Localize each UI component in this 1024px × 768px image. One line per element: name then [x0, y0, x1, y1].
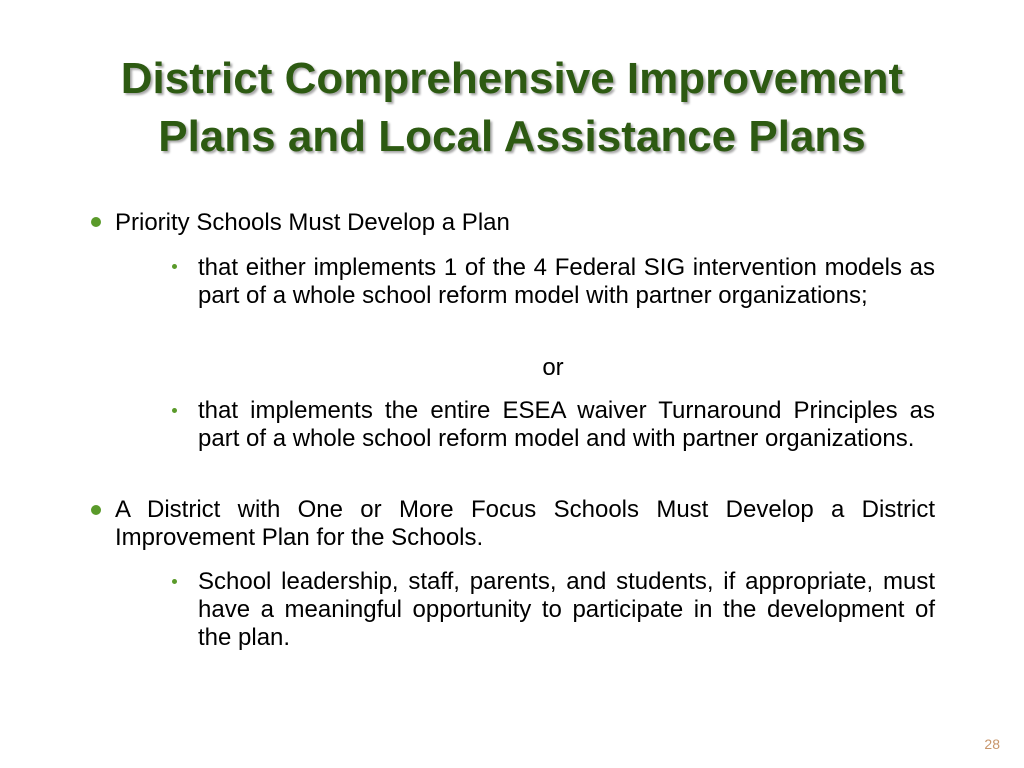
- title-line-1: District Comprehensive Improvement: [120, 54, 904, 103]
- sub-bullet-icon: [172, 264, 177, 269]
- sub-bullet-icon: [172, 408, 177, 413]
- sub-bullet-turnaround: that implements the entire ESEA waiver Turnaround Principles as part of a whole school reform model and with partner organizations.: [198, 397, 935, 452]
- title-line-2: Plans and Local Assistance Plans: [158, 112, 866, 161]
- bullet-icon: [91, 217, 101, 227]
- or-connector: or: [542, 354, 564, 381]
- sub-bullet-participation: School leadership, staff, parents, and students, if appropriate, must have a meaningful opportunity to participate in the development of the plan.: [198, 568, 935, 651]
- bullet-priority-schools: Priority Schools Must Develop a Plan: [115, 209, 510, 236]
- page-number: 28: [984, 736, 1000, 752]
- sub-bullet-icon: [172, 579, 177, 584]
- bullet-focus-schools: A District with One or More Focus Schools Must Develop a District Improvement Plan for the Schools.: [115, 496, 935, 551]
- sub-bullet-sig-models: that either implements 1 of the 4 Federal SIG intervention models as part of a whole school reform model with partner organizations;: [198, 254, 935, 309]
- bullet-icon: [91, 505, 101, 515]
